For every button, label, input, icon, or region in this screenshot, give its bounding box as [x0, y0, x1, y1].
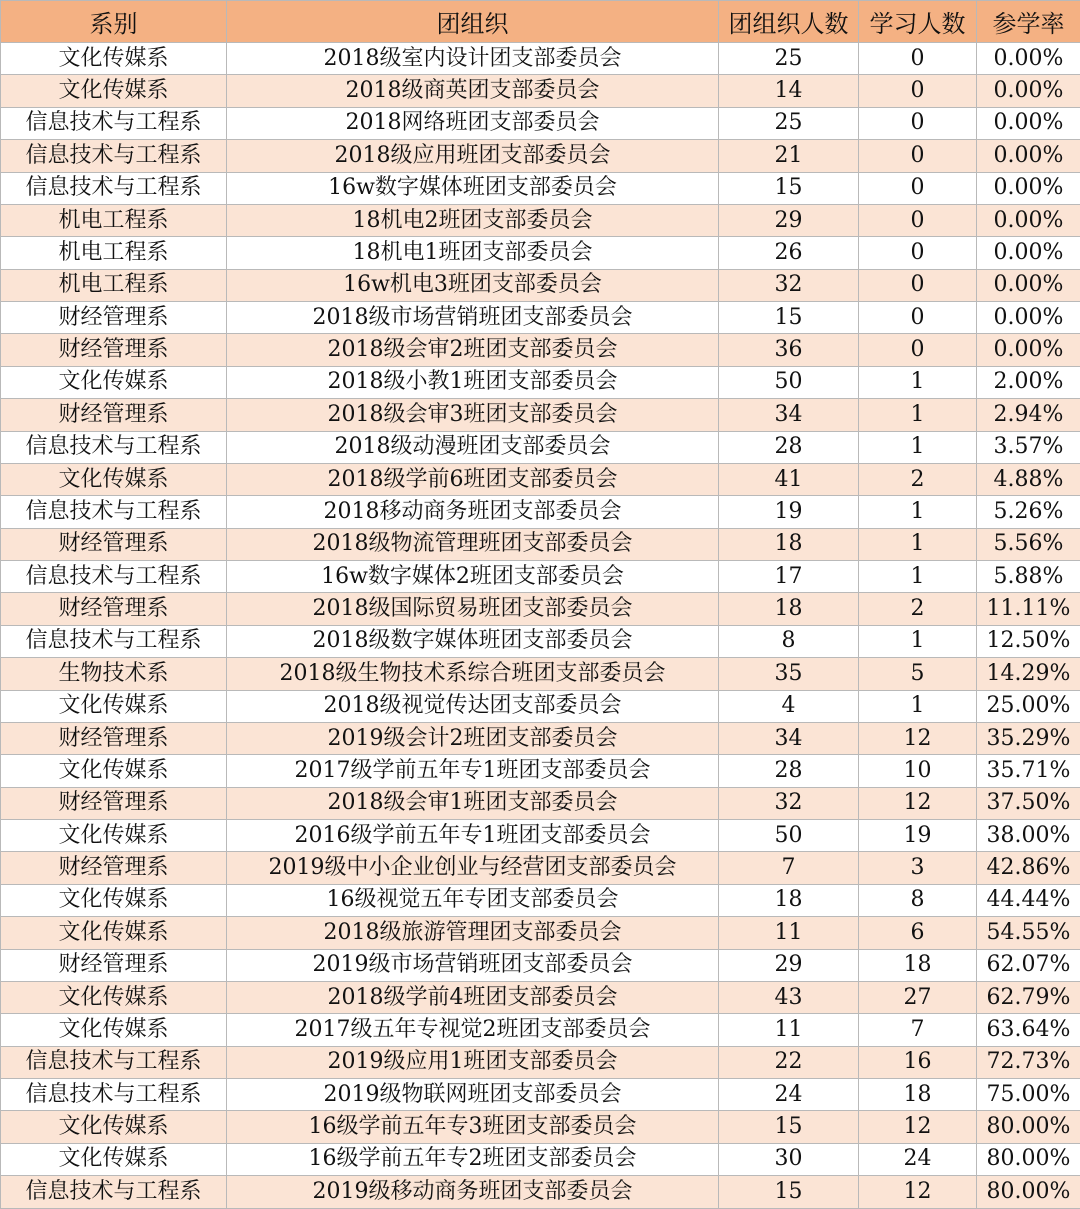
header-organization: 团组织: [227, 1, 719, 43]
table-row: [1, 722, 1080, 754]
cell-participation-rate: 0.00%: [977, 334, 1080, 366]
cell-organization: 2018级会审1班团支部委员会: [227, 787, 719, 819]
cell-participation-rate: 80.00%: [977, 1143, 1080, 1175]
cell-member-count: 32: [719, 787, 859, 819]
cell-study-count: 12: [859, 722, 977, 754]
cell-study-count: 0: [859, 172, 977, 204]
table-row: [1, 107, 1080, 139]
cell-department: 财经管理系: [1, 852, 227, 884]
cell-department: 财经管理系: [1, 399, 227, 431]
table-row: [1, 1111, 1080, 1143]
cell-member-count: 41: [719, 463, 859, 495]
cell-department: 文化传媒系: [1, 1014, 227, 1046]
cell-organization: 18机电2班团支部委员会: [227, 204, 719, 236]
cell-participation-rate: 37.50%: [977, 787, 1080, 819]
cell-study-count: 8: [859, 884, 977, 916]
cell-member-count: 25: [719, 107, 859, 139]
cell-participation-rate: 44.44%: [977, 884, 1080, 916]
cell-department: 机电工程系: [1, 204, 227, 236]
cell-department: 财经管理系: [1, 722, 227, 754]
cell-organization: 16级视觉五年专团支部委员会: [227, 884, 719, 916]
cell-member-count: 15: [719, 1176, 859, 1208]
cell-organization: 2018级室内设计团支部委员会: [227, 43, 719, 75]
header-row: [1, 1, 1080, 43]
cell-member-count: 15: [719, 1111, 859, 1143]
table-row: [1, 237, 1080, 269]
cell-participation-rate: 54.55%: [977, 917, 1080, 949]
cell-department: 文化传媒系: [1, 884, 227, 916]
cell-organization: 2018级小教1班团支部委员会: [227, 366, 719, 398]
header-member-count: 团组织人数: [719, 1, 859, 43]
cell-study-count: 0: [859, 204, 977, 236]
cell-study-count: 1: [859, 561, 977, 593]
cell-department: 文化传媒系: [1, 366, 227, 398]
cell-participation-rate: 80.00%: [977, 1111, 1080, 1143]
cell-organization: 2017级五年专视觉2班团支部委员会: [227, 1014, 719, 1046]
table-row: [1, 884, 1080, 916]
table-row: [1, 852, 1080, 884]
cell-study-count: 1: [859, 366, 977, 398]
cell-member-count: 21: [719, 140, 859, 172]
cell-department: 生物技术系: [1, 658, 227, 690]
cell-member-count: 32: [719, 269, 859, 301]
cell-member-count: 18: [719, 528, 859, 560]
cell-member-count: 24: [719, 1079, 859, 1111]
cell-member-count: 25: [719, 43, 859, 75]
table-row: [1, 496, 1080, 528]
cell-participation-rate: 0.00%: [977, 204, 1080, 236]
cell-participation-rate: 5.88%: [977, 561, 1080, 593]
cell-study-count: 16: [859, 1046, 977, 1078]
cell-participation-rate: 63.64%: [977, 1014, 1080, 1046]
cell-member-count: 17: [719, 561, 859, 593]
cell-organization: 2018级会审3班团支部委员会: [227, 399, 719, 431]
cell-participation-rate: 0.00%: [977, 237, 1080, 269]
cell-member-count: 22: [719, 1046, 859, 1078]
cell-participation-rate: 3.57%: [977, 431, 1080, 463]
table-row: [1, 787, 1080, 819]
cell-department: 财经管理系: [1, 593, 227, 625]
cell-member-count: 19: [719, 496, 859, 528]
cell-study-count: 0: [859, 334, 977, 366]
cell-member-count: 4: [719, 690, 859, 722]
cell-department: 文化传媒系: [1, 755, 227, 787]
cell-member-count: 11: [719, 1014, 859, 1046]
cell-participation-rate: 0.00%: [977, 172, 1080, 204]
cell-member-count: 15: [719, 172, 859, 204]
cell-participation-rate: 2.94%: [977, 399, 1080, 431]
cell-organization: 2019级中小企业创业与经营团支部委员会: [227, 852, 719, 884]
cell-study-count: 19: [859, 820, 977, 852]
table-row: [1, 755, 1080, 787]
table-row: [1, 981, 1080, 1013]
cell-department: 信息技术与工程系: [1, 1176, 227, 1208]
cell-participation-rate: 14.29%: [977, 658, 1080, 690]
cell-organization: 2018级市场营销班团支部委员会: [227, 302, 719, 334]
cell-study-count: 1: [859, 690, 977, 722]
cell-member-count: 15: [719, 302, 859, 334]
cell-member-count: 34: [719, 399, 859, 431]
cell-study-count: 3: [859, 852, 977, 884]
cell-study-count: 0: [859, 237, 977, 269]
cell-organization: 2018级应用班团支部委员会: [227, 140, 719, 172]
cell-participation-rate: 62.79%: [977, 981, 1080, 1013]
table-row: [1, 43, 1080, 75]
cell-study-count: 1: [859, 399, 977, 431]
cell-member-count: 28: [719, 755, 859, 787]
cell-organization: 2018级旅游管理团支部委员会: [227, 917, 719, 949]
cell-member-count: 34: [719, 722, 859, 754]
cell-organization: 2017级学前五年专1班团支部委员会: [227, 755, 719, 787]
cell-department: 文化传媒系: [1, 43, 227, 75]
table-row: [1, 917, 1080, 949]
cell-department: 财经管理系: [1, 302, 227, 334]
table-header: [1, 1, 1080, 43]
cell-organization: 2018级学前6班团支部委员会: [227, 463, 719, 495]
cell-study-count: 1: [859, 528, 977, 560]
cell-member-count: 29: [719, 204, 859, 236]
cell-participation-rate: 11.11%: [977, 593, 1080, 625]
table-row: [1, 658, 1080, 690]
cell-study-count: 0: [859, 269, 977, 301]
table-row: [1, 431, 1080, 463]
cell-member-count: 36: [719, 334, 859, 366]
cell-member-count: 43: [719, 981, 859, 1013]
table-row: [1, 204, 1080, 236]
cell-organization: 2018级学前4班团支部委员会: [227, 981, 719, 1013]
cell-organization: 16级学前五年专3班团支部委员会: [227, 1111, 719, 1143]
cell-organization: 2018级物流管理班团支部委员会: [227, 528, 719, 560]
cell-organization: 16w数字媒体班团支部委员会: [227, 172, 719, 204]
cell-department: 信息技术与工程系: [1, 140, 227, 172]
cell-member-count: 14: [719, 75, 859, 107]
table-row: [1, 1143, 1080, 1175]
cell-organization: 2018级会审2班团支部委员会: [227, 334, 719, 366]
cell-organization: 2019级移动商务班团支部委员会: [227, 1176, 719, 1208]
table-row: [1, 334, 1080, 366]
cell-department: 信息技术与工程系: [1, 172, 227, 204]
cell-study-count: 1: [859, 496, 977, 528]
cell-member-count: 18: [719, 884, 859, 916]
cell-department: 财经管理系: [1, 528, 227, 560]
cell-department: 文化传媒系: [1, 1143, 227, 1175]
cell-department: 机电工程系: [1, 237, 227, 269]
cell-study-count: 0: [859, 302, 977, 334]
cell-member-count: 50: [719, 820, 859, 852]
cell-department: 机电工程系: [1, 269, 227, 301]
cell-department: 财经管理系: [1, 334, 227, 366]
cell-member-count: 30: [719, 1143, 859, 1175]
cell-participation-rate: 12.50%: [977, 625, 1080, 657]
cell-study-count: 18: [859, 949, 977, 981]
cell-organization: 2018级动漫班团支部委员会: [227, 431, 719, 463]
cell-department: 文化传媒系: [1, 981, 227, 1013]
table-row: [1, 690, 1080, 722]
table-row: [1, 949, 1080, 981]
cell-study-count: 27: [859, 981, 977, 1013]
cell-study-count: 10: [859, 755, 977, 787]
cell-study-count: 7: [859, 1014, 977, 1046]
cell-study-count: 18: [859, 1079, 977, 1111]
cell-participation-rate: 42.86%: [977, 852, 1080, 884]
cell-organization: 16w机电3班团支部委员会: [227, 269, 719, 301]
cell-organization: 2018级视觉传达团支部委员会: [227, 690, 719, 722]
cell-member-count: 29: [719, 949, 859, 981]
table-row: [1, 463, 1080, 495]
cell-organization: 2018级数字媒体班团支部委员会: [227, 625, 719, 657]
cell-member-count: 26: [719, 237, 859, 269]
table-body: [1, 43, 1080, 1209]
cell-study-count: 1: [859, 625, 977, 657]
cell-organization: 2018级生物技术系综合班团支部委员会: [227, 658, 719, 690]
cell-department: 财经管理系: [1, 787, 227, 819]
table-row: [1, 172, 1080, 204]
cell-organization: 2019级会计2班团支部委员会: [227, 722, 719, 754]
cell-organization: 2018网络班团支部委员会: [227, 107, 719, 139]
header-participation-rate: 参学率: [977, 1, 1080, 43]
cell-participation-rate: 80.00%: [977, 1176, 1080, 1208]
cell-study-count: 12: [859, 787, 977, 819]
table-row: [1, 269, 1080, 301]
cell-organization: 2018级商英团支部委员会: [227, 75, 719, 107]
table-row: [1, 140, 1080, 172]
cell-department: 财经管理系: [1, 949, 227, 981]
cell-department: 信息技术与工程系: [1, 561, 227, 593]
table-row: [1, 593, 1080, 625]
cell-organization: 2018移动商务班团支部委员会: [227, 496, 719, 528]
cell-organization: 16w数字媒体2班团支部委员会: [227, 561, 719, 593]
cell-participation-rate: 0.00%: [977, 140, 1080, 172]
cell-organization: 2019级市场营销班团支部委员会: [227, 949, 719, 981]
cell-participation-rate: 2.00%: [977, 366, 1080, 398]
cell-department: 文化传媒系: [1, 820, 227, 852]
table-row: [1, 399, 1080, 431]
cell-department: 信息技术与工程系: [1, 1079, 227, 1111]
cell-organization: 18机电1班团支部委员会: [227, 237, 719, 269]
header-study-count: 学习人数: [859, 1, 977, 43]
cell-department: 信息技术与工程系: [1, 107, 227, 139]
cell-organization: 2016级学前五年专1班团支部委员会: [227, 820, 719, 852]
cell-participation-rate: 0.00%: [977, 107, 1080, 139]
cell-participation-rate: 0.00%: [977, 75, 1080, 107]
cell-participation-rate: 62.07%: [977, 949, 1080, 981]
cell-participation-rate: 5.56%: [977, 528, 1080, 560]
cell-study-count: 2: [859, 593, 977, 625]
cell-member-count: 18: [719, 593, 859, 625]
cell-study-count: 0: [859, 140, 977, 172]
cell-study-count: 0: [859, 43, 977, 75]
cell-participation-rate: 4.88%: [977, 463, 1080, 495]
table-row: [1, 1014, 1080, 1046]
cell-department: 文化传媒系: [1, 75, 227, 107]
cell-department: 文化传媒系: [1, 690, 227, 722]
cell-organization: 2019级应用1班团支部委员会: [227, 1046, 719, 1078]
cell-participation-rate: 0.00%: [977, 43, 1080, 75]
table-row: [1, 625, 1080, 657]
table-row: [1, 528, 1080, 560]
cell-department: 信息技术与工程系: [1, 1046, 227, 1078]
cell-member-count: 11: [719, 917, 859, 949]
cell-study-count: 1: [859, 431, 977, 463]
cell-participation-rate: 0.00%: [977, 302, 1080, 334]
cell-department: 文化传媒系: [1, 1111, 227, 1143]
cell-participation-rate: 38.00%: [977, 820, 1080, 852]
cell-study-count: 12: [859, 1111, 977, 1143]
cell-study-count: 24: [859, 1143, 977, 1175]
table-row: [1, 820, 1080, 852]
cell-participation-rate: 72.73%: [977, 1046, 1080, 1078]
table-row: [1, 1079, 1080, 1111]
cell-participation-rate: 35.29%: [977, 722, 1080, 754]
table-row: [1, 561, 1080, 593]
table-row: [1, 75, 1080, 107]
cell-participation-rate: 35.71%: [977, 755, 1080, 787]
cell-study-count: 12: [859, 1176, 977, 1208]
cell-study-count: 6: [859, 917, 977, 949]
cell-department: 信息技术与工程系: [1, 496, 227, 528]
cell-study-count: 0: [859, 75, 977, 107]
header-department: 系别: [1, 1, 227, 43]
cell-participation-rate: 0.00%: [977, 269, 1080, 301]
cell-department: 信息技术与工程系: [1, 431, 227, 463]
cell-member-count: 8: [719, 625, 859, 657]
cell-department: 文化传媒系: [1, 463, 227, 495]
table-row: [1, 366, 1080, 398]
table-row: [1, 1046, 1080, 1078]
cell-member-count: 50: [719, 366, 859, 398]
cell-study-count: 0: [859, 107, 977, 139]
cell-department: 信息技术与工程系: [1, 625, 227, 657]
cell-organization: 2018级国际贸易班团支部委员会: [227, 593, 719, 625]
cell-member-count: 28: [719, 431, 859, 463]
cell-organization: 2019级物联网班团支部委员会: [227, 1079, 719, 1111]
cell-study-count: 2: [859, 463, 977, 495]
cell-study-count: 5: [859, 658, 977, 690]
cell-department: 文化传媒系: [1, 917, 227, 949]
table-row: [1, 302, 1080, 334]
cell-organization: 16级学前五年专2班团支部委员会: [227, 1143, 719, 1175]
table-row: [1, 1176, 1080, 1208]
cell-member-count: 35: [719, 658, 859, 690]
cell-participation-rate: 25.00%: [977, 690, 1080, 722]
cell-participation-rate: 5.26%: [977, 496, 1080, 528]
cell-participation-rate: 75.00%: [977, 1079, 1080, 1111]
cell-member-count: 7: [719, 852, 859, 884]
